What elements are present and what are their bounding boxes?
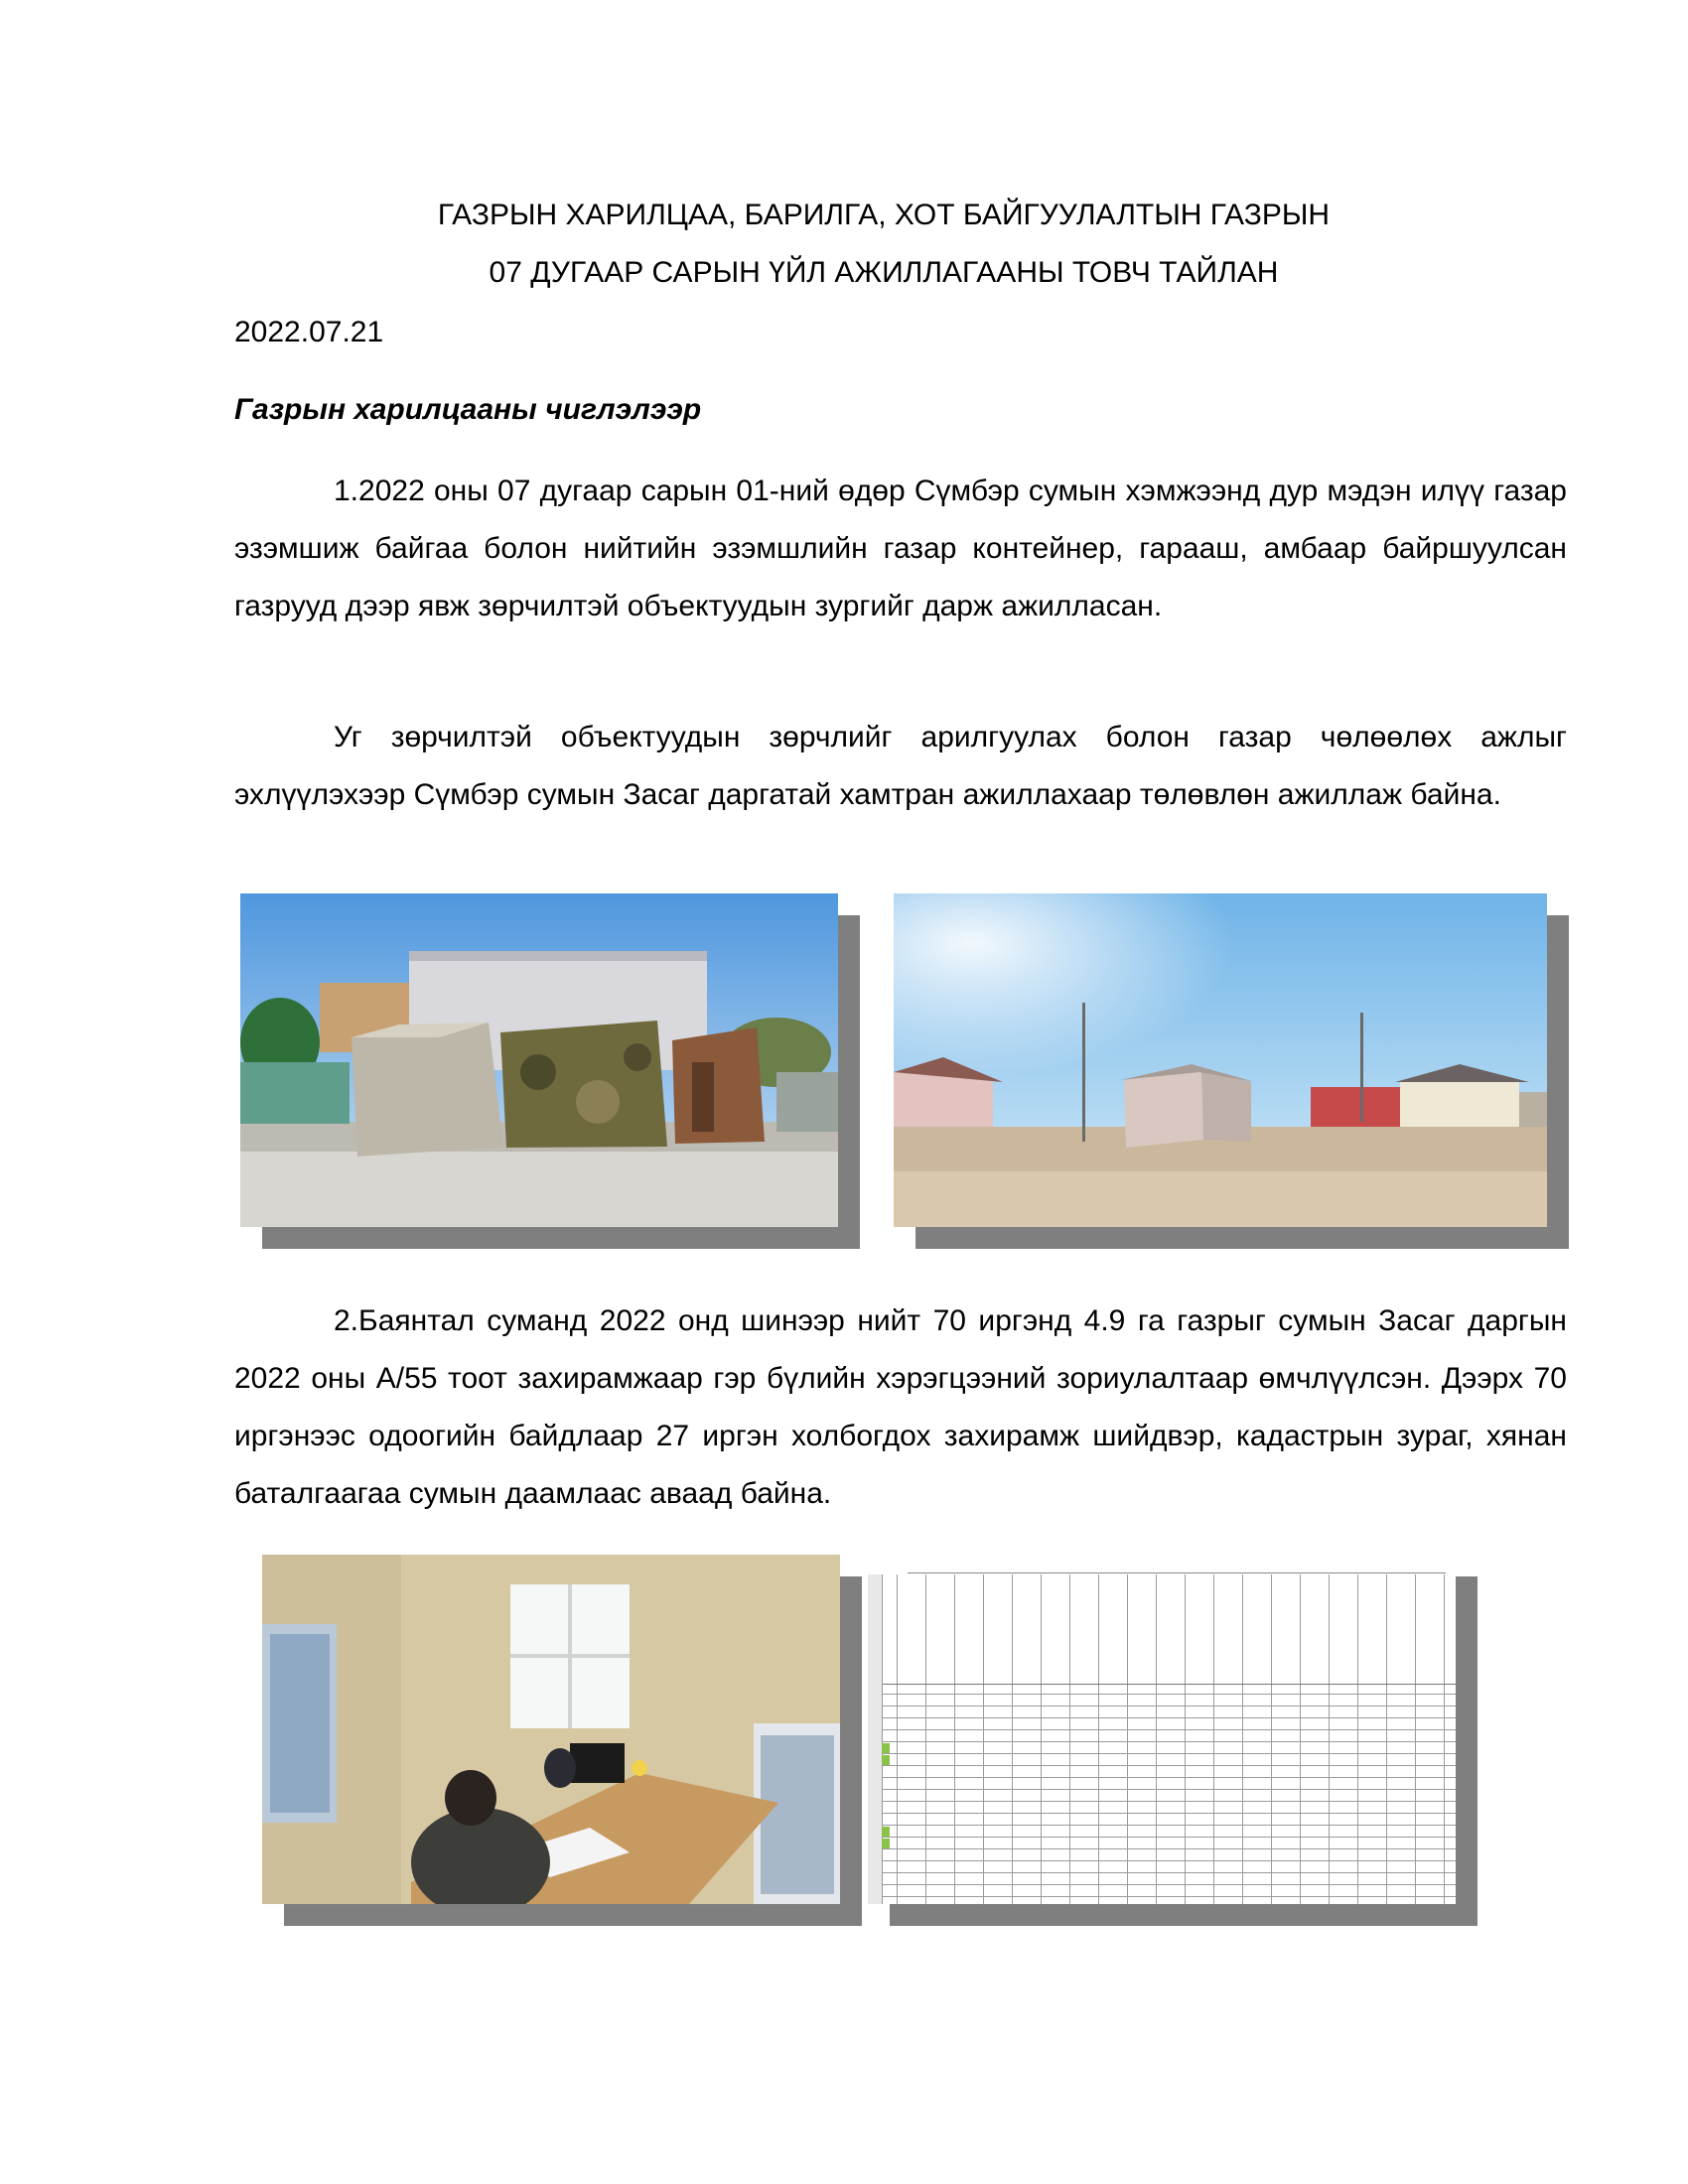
report-title-line-1: ГАЗРЫН ХАРИЛЦАА, БАРИЛГА, ХОТ БАЙГУУЛАЛТЫН ГАЗРЫН	[437, 199, 1331, 231]
photo-office	[262, 1555, 840, 1904]
spreadsheet-title-bar	[908, 1559, 1446, 1573]
paragraph-2: Уг зөрчилтэй объектуудын зөрчлийг арилгуулах болон газар чөлөөлөх ажлыг эхлүүлэхээр Сүмбэр сумын Засаг даргатай хамтран ажиллахаар төлөвлөн ажиллаж байна.	[234, 721, 1567, 811]
highlight-cell	[882, 1755, 890, 1765]
photo-garage-yard	[894, 893, 1547, 1227]
photo-containers	[240, 893, 838, 1227]
highlight-cell	[882, 1743, 890, 1753]
spreadsheet-header	[868, 1574, 1456, 1685]
report-title-line-2: 07 ДУГААР САРЫН ҮЙЛ АЖИЛЛАГААНЫ ТОВЧ ТАЙЛАН	[489, 256, 1279, 289]
spreadsheet-image	[868, 1555, 1456, 1904]
report-date: 2022.07.21	[234, 316, 384, 348]
section-heading: Газрын харилцааны чиглэлээр	[234, 393, 702, 426]
paragraph-1: 1.2022 оны 07 дугаар сарын 01-ний өдөр Сүмбэр сумын хэмжээнд дур мэдэн илүү газар эзэмшиж байгаа болон нийтийн эзэмшлийн газар контейнер, гарааш, амбаар байршуулсан газрууд дээр явж зөрчилтэй объектуудын зургийг дарж ажилласан.	[234, 475, 1567, 622]
highlight-cell	[882, 1839, 890, 1848]
paragraph-3: 2.Баянтал суманд 2022 онд шинээр нийт 70 иргэнд 4.9 га газрыг сумын Засаг даргын 2022 оны А/55 тоот захирамжаар гэр бүлийн хэрэгцээний зориулалтаар өмчлүүлсэн. Дээрх 70 иргэнээс одоогийн байдлаар 27 иргэн холбогдох захирамж шийдвэр, кадастрын зураг, хянан баталгаагаа сумын даамлаас аваад байна.	[234, 1304, 1567, 1510]
highlight-cell	[882, 1827, 890, 1837]
spreadsheet-screenshot	[868, 1555, 1456, 1904]
spreadsheet-row-numbers	[868, 1574, 883, 1904]
